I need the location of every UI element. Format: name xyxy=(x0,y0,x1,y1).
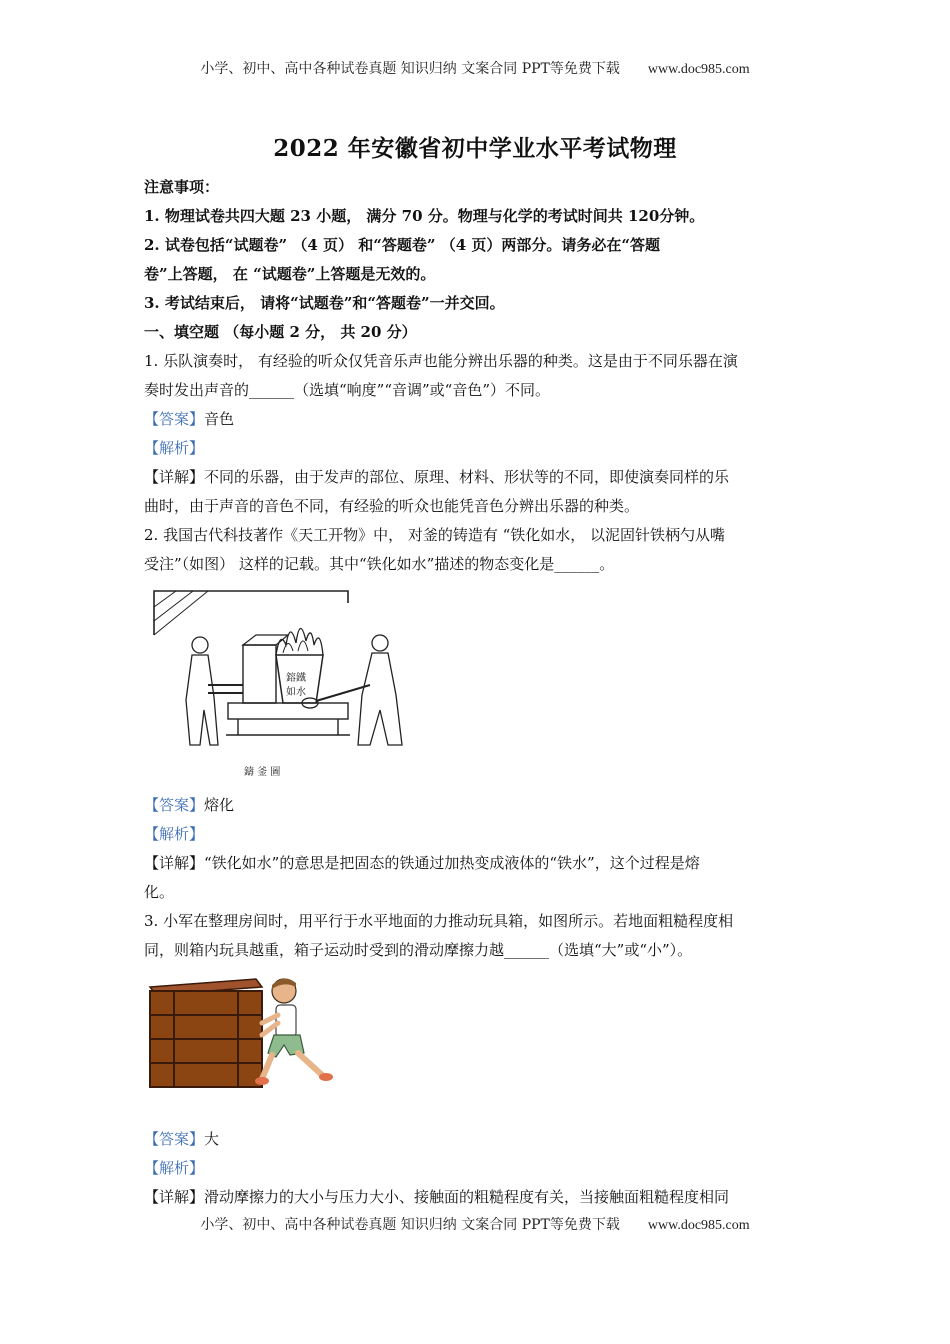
page-header xyxy=(0,58,950,78)
question-1-line: 奏时发出声音的______（选填“响度”“音调”或“音色”）不同。 xyxy=(144,381,551,399)
notes-heading: 注意事项： xyxy=(144,178,220,196)
footer-text: 小学、初中、高中各种试卷真题 知识归纳 文案合同 PPT等免费下载 xyxy=(200,1217,620,1233)
notes-item: 3. 考试结束后， 请将“试题卷”和“答题卷”一并交回。 xyxy=(144,294,505,312)
section-heading: 一、填空题 （每小题 2 分， 共 20 分） xyxy=(144,323,417,341)
header-site-link[interactable]: www.doc985.com xyxy=(647,62,750,77)
page-title: 2022 年安徽省初中学业水平考试物理 xyxy=(273,135,677,162)
answer-value: 音色 xyxy=(204,410,235,428)
question-1-line: 1. 乐队演奏时， 有经验的听众仅凭音乐声也能分辨出乐器的种类。这是由于不同乐器在演 xyxy=(144,352,738,370)
detail-row xyxy=(144,1183,816,1212)
question-2-line: 2. 我国古代科技著作《天工开物》中， 对釜的铸造有 “铁化如水， 以泥固针铁柄勺从嘴 xyxy=(144,526,726,544)
detail-label: 【详解】 xyxy=(144,854,205,872)
answer-row xyxy=(144,405,816,434)
answer-row xyxy=(144,791,816,820)
analysis-label: 【解析】 xyxy=(144,439,205,457)
answer-value: 熔化 xyxy=(204,796,235,814)
detail-label: 【详解】 xyxy=(144,1188,205,1206)
figure-caption: 鑄 釜 圖 xyxy=(244,767,281,778)
analysis-row xyxy=(144,434,816,463)
cauldron-inscription: 鎔鐵 xyxy=(286,673,306,684)
notes-item: 卷”上答题， 在 “试题卷”上答题是无效的。 xyxy=(144,265,436,283)
casting-cauldron-illustration xyxy=(148,585,428,785)
answer-value: 大 xyxy=(204,1130,220,1148)
footer-site-link[interactable]: www.doc985.com xyxy=(647,1218,750,1233)
analysis-label: 【解析】 xyxy=(144,1159,205,1177)
boy-pushing-box-illustration xyxy=(144,973,344,1093)
answer-label: 【答案】 xyxy=(144,1130,205,1148)
detail-row: 化。 xyxy=(144,883,175,901)
svg-text:如水: 如水 xyxy=(286,687,306,698)
page-footer xyxy=(0,1214,950,1234)
answer-label: 【答案】 xyxy=(144,796,205,814)
document-body xyxy=(144,173,816,1212)
detail-row: 曲时，由于声音的音色不同，有经验的听众也能凭音色分辨出乐器的种类。 xyxy=(144,497,640,515)
answer-row xyxy=(144,1125,816,1154)
analysis-row xyxy=(144,820,816,849)
detail-text: “铁化如水”的意思是把固态的铁通过加热变成液体的“铁水”，这个过程是熔 xyxy=(204,854,700,872)
question-3-line: 同，则箱内玩具越重，箱子运动时受到的滑动摩擦力越______（选填“大”或“小”）。 xyxy=(144,941,693,959)
detail-row xyxy=(144,849,816,878)
analysis-row xyxy=(144,1154,816,1183)
detail-row xyxy=(144,463,816,492)
answer-label: 【答案】 xyxy=(144,410,205,428)
detail-text: 不同的乐器，由于发声的部位、原理、材料、形状等的不同，即使演奏同样的乐 xyxy=(204,468,730,486)
notes-item: 1. 物理试卷共四大题 23 小题， 满分 70 分。物理与化学的考试时间共 120分钟。 xyxy=(144,207,705,225)
analysis-label: 【解析】 xyxy=(144,825,205,843)
header-text: 小学、初中、高中各种试卷真题 知识归纳 文案合同 PPT等免费下载 xyxy=(200,61,620,77)
question-3-line: 3. 小军在整理房间时，用平行于水平地面的力推动玩具箱，如图所示。若地面粗糙程度相 xyxy=(144,912,734,930)
detail-text: 滑动摩擦力的大小与压力大小、接触面的粗糙程度有关，当接触面粗糙程度相同 xyxy=(204,1188,730,1206)
question-2-line: 受注”（如图） 这样的记载。其中“铁化如水”描述的物态变化是______。 xyxy=(144,555,615,573)
detail-label: 【详解】 xyxy=(144,468,205,486)
notes-item: 2. 试卷包括“试题卷” （4 页） 和“答题卷” （4 页）两部分。请务必在“答题 xyxy=(144,236,661,254)
